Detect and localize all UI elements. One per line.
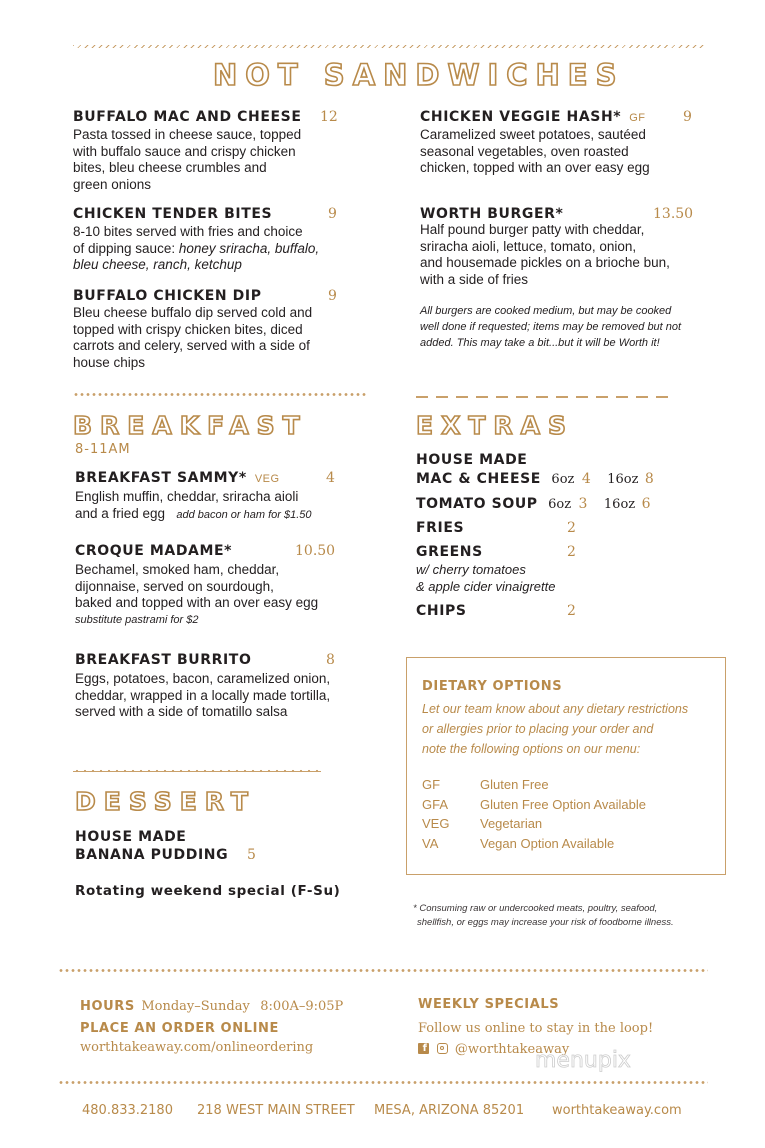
extras-heading: EXTRAS bbox=[416, 411, 575, 440]
menu-item-price: 8 bbox=[326, 652, 335, 668]
weekly-specials-text: Follow us online to stay in the loop! bbox=[418, 1021, 654, 1036]
menu-item-name: CROQUE MADAME* bbox=[75, 543, 233, 559]
breakfast-divider bbox=[73, 393, 366, 396]
menu-item-price: 9 bbox=[683, 109, 692, 125]
menu-item-name: BUFFALO CHICKEN DIP bbox=[73, 288, 262, 304]
dietary-tag: VEG bbox=[254, 473, 280, 485]
street-address: 218 WEST MAIN STREET bbox=[197, 1103, 355, 1118]
weekend-special: Rotating weekend special (F-Su) bbox=[75, 883, 341, 899]
not-sandwiches-heading: NOT SANDWICHES bbox=[213, 58, 625, 92]
menu-item-description: Bleu cheese buffalo dip served cold and topped with crispy chicken bites, diced carrots and celery, served with a side of house chips bbox=[73, 305, 313, 370]
dietary-option: GFA Gluten Free Option Available bbox=[422, 796, 646, 812]
menu-item-description: Half pound burger patty with cheddar, sriracha aioli, lettuce, tomato, onion, and housemade pickles on a brioche bun, with a side of fries bbox=[420, 222, 670, 287]
menupix-watermark: menupix bbox=[535, 1048, 631, 1073]
menu-item-name: BREAKFAST BURRITO bbox=[75, 652, 252, 668]
dietary-option-list bbox=[422, 775, 646, 853]
dietary-option: VEG Vegetarian bbox=[422, 816, 543, 831]
hours-line: HOURS Monday–Sunday 8:00A–9:05P bbox=[80, 999, 344, 1014]
footer-bottom-divider bbox=[58, 1081, 708, 1084]
dietary-intro: Let our team know about any dietary restrictions or allergies prior to placing your order and note the following options on our menu: bbox=[422, 702, 689, 756]
order-online-link[interactable]: worthtakeaway.com/onlineordering bbox=[80, 1040, 314, 1055]
menu-item-description: Eggs, potatoes, bacon, caramelized onion, cheddar, wrapped in a locally made tortilla, served with a side of tomatillo salsa bbox=[75, 671, 331, 719]
menu-item-name: CHICKEN VEGGIE HASH* GF bbox=[420, 109, 646, 125]
city-address: MESA, ARIZONA 85201 bbox=[374, 1103, 525, 1118]
extras-item: MAC & CHEESE 6oz 4 16oz 8 bbox=[416, 471, 654, 487]
facebook-icon[interactable]: f bbox=[418, 1043, 429, 1054]
menu-item-price: 9 bbox=[328, 206, 337, 222]
menu-item-name: CHICKEN TENDER BITES bbox=[73, 206, 273, 222]
footer-top-divider bbox=[58, 969, 708, 972]
instagram-icon[interactable] bbox=[437, 1043, 448, 1054]
website-link[interactable]: worthtakeaway.com bbox=[552, 1103, 682, 1118]
menu-item-name: BUFFALO MAC AND CHEESE bbox=[73, 109, 302, 125]
extras-item: TOMATO SOUP 6oz 3 16oz 6 bbox=[416, 496, 651, 512]
order-online-label: PLACE AN ORDER ONLINE bbox=[80, 1021, 279, 1036]
dietary-title: DIETARY OPTIONS bbox=[422, 679, 563, 694]
extras-item-price: 2 bbox=[567, 603, 576, 619]
foodborne-disclaimer: * Consuming raw or undercooked meats, poultry, seafood, shellfish, or eggs may increase your risk of foodborne illness. bbox=[413, 903, 674, 928]
breakfast-heading: BREAKFAST bbox=[73, 411, 308, 440]
breakfast-hours: 8-11AM bbox=[75, 442, 131, 457]
weekly-specials-label: WEEKLY SPECIALS bbox=[418, 997, 560, 1012]
menu-item-price: 4 bbox=[326, 470, 335, 486]
dessert-item-name-line1: HOUSE MADE bbox=[75, 829, 187, 845]
dessert-divider bbox=[73, 768, 321, 774]
phone-number[interactable]: 480.833.2180 bbox=[82, 1103, 173, 1118]
extras-item-price: 2 bbox=[567, 520, 576, 536]
burger-note: All burgers are cooked medium, but may be cooked well done if requested; items may be removed but not added. This may take a bit...but it will be Worth it! bbox=[420, 305, 682, 349]
top-divider bbox=[73, 45, 705, 48]
dessert-item-price: 5 bbox=[247, 847, 256, 863]
dietary-option: GF Gluten Free bbox=[422, 777, 549, 792]
dessert-heading: DESSERT bbox=[75, 787, 256, 816]
extras-item-name: GREENS bbox=[416, 544, 483, 560]
menu-item-price: 10.50 bbox=[295, 543, 336, 559]
dietary-option: VA Vegan Option Available bbox=[422, 835, 615, 851]
extras-item-description: w/ cherry tomatoes & apple cider vinaigrette bbox=[416, 562, 556, 594]
social-handle: @worthtakeaway bbox=[454, 1042, 570, 1057]
menu-item-price: 13.50 bbox=[653, 206, 694, 222]
extras-divider bbox=[416, 396, 668, 398]
extras-item-name: FRIES bbox=[416, 520, 465, 536]
menu-item-description: Caramelized sweet potatoes, sautéed seasonal vegetables, oven roasted chicken, topped with an over easy egg bbox=[420, 127, 650, 175]
extras-item-name-line1: HOUSE MADE bbox=[416, 452, 528, 468]
extras-item-name: CHIPS bbox=[416, 603, 467, 619]
extras-item-price: 2 bbox=[567, 544, 576, 560]
menu-item-description: 8-10 bites served with fries and choice of dipping sauce: honey sriracha, buffalo, bleu cheese, ranch, ketchup bbox=[73, 224, 320, 272]
menu-item-description: Pasta tossed in cheese sauce, topped with buffalo sauce and crispy chicken bites, bleu cheese crumbles and green onions bbox=[73, 127, 302, 192]
menu-item-price: 12 bbox=[320, 109, 338, 125]
menu-item-name: BREAKFAST SAMMY* VEG bbox=[75, 470, 280, 486]
dietary-tag: GF bbox=[629, 112, 646, 124]
menu-item-description: Bechamel, smoked ham, cheddar, dijonnaise, served on sourdough, baked and topped with an over easy egg substitute pastrami for $2 bbox=[75, 562, 319, 626]
menu-item-name: WORTH BURGER* bbox=[420, 206, 564, 222]
menu-item-description: English muffin, cheddar, sriracha aioli and a fried egg add bacon or ham for $1.50 bbox=[75, 489, 312, 521]
dessert-item-name: BANANA PUDDING bbox=[75, 847, 229, 863]
menu-item-price: 9 bbox=[328, 288, 337, 304]
